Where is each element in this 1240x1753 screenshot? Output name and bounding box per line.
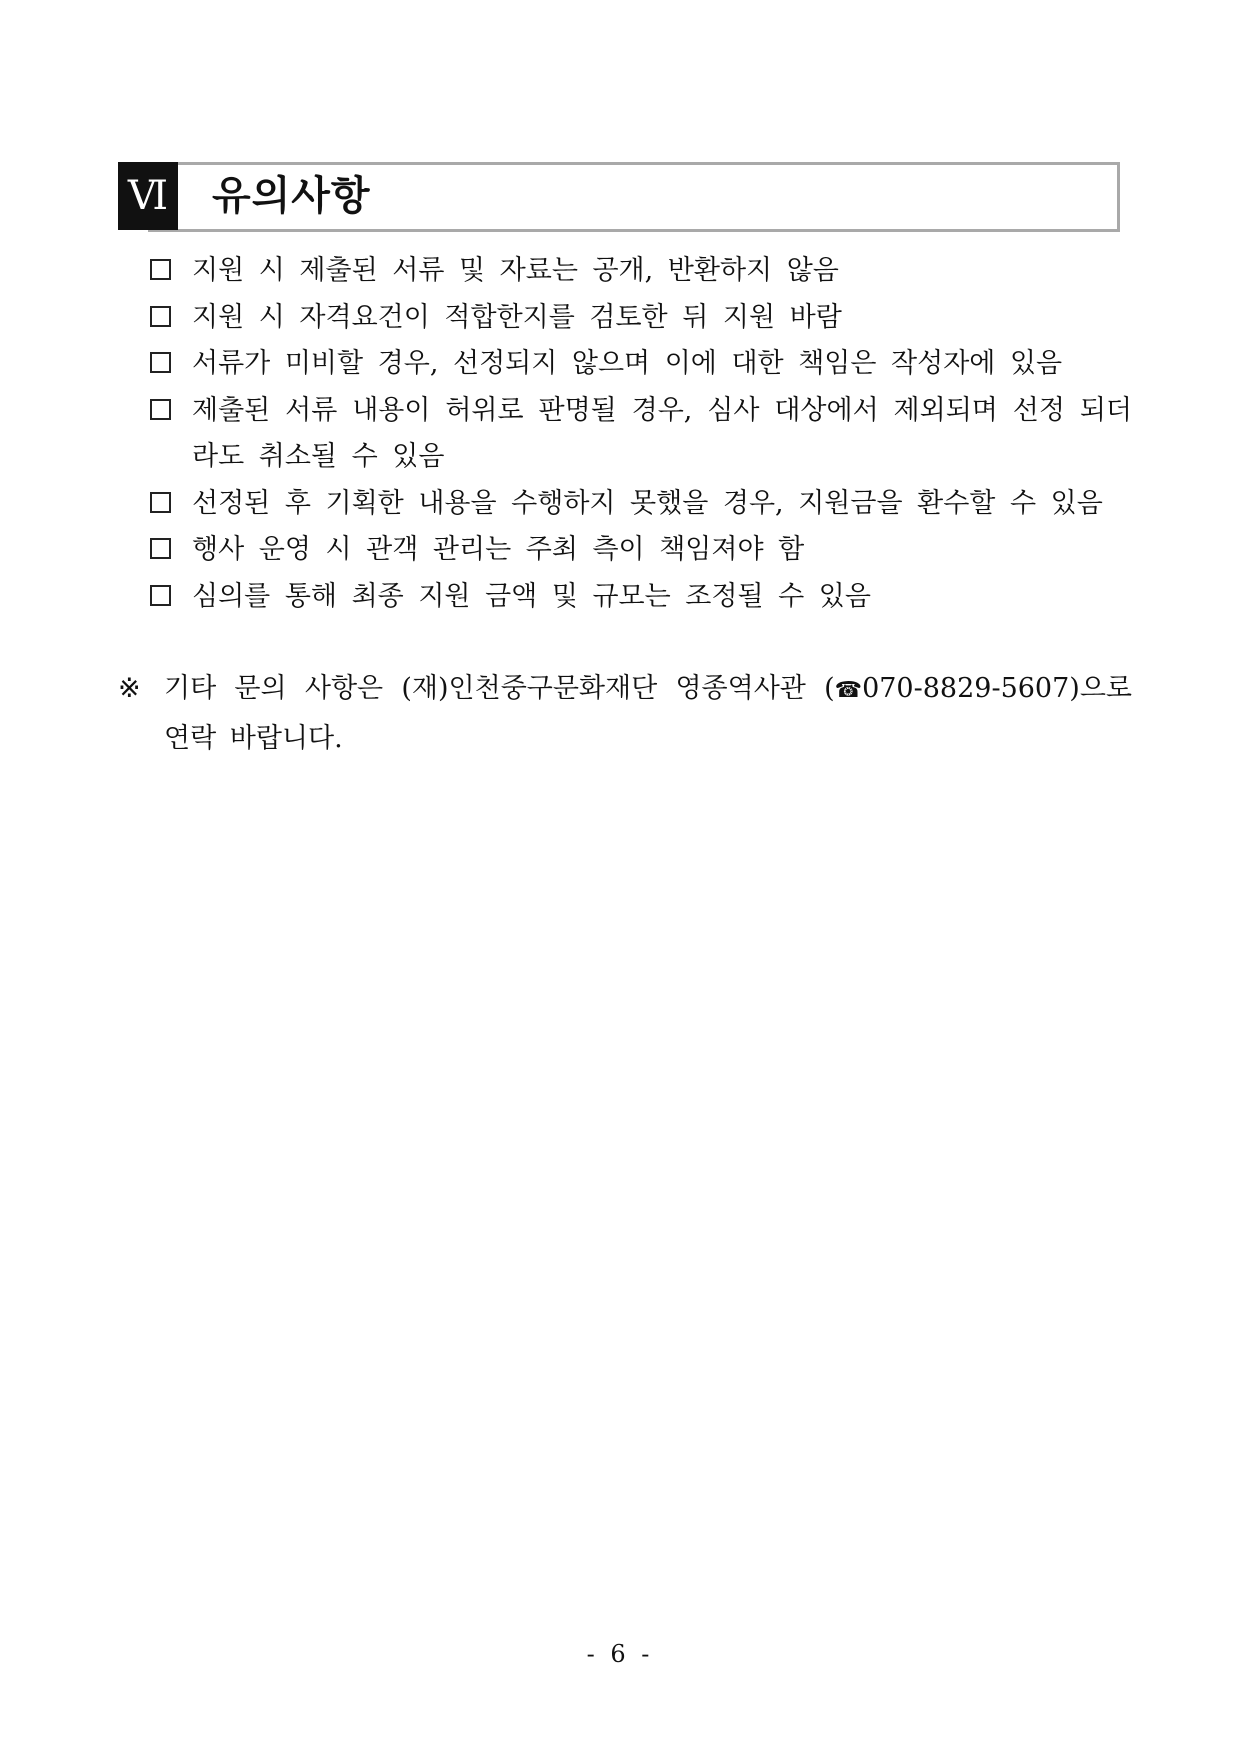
- list-item: [148, 295, 1132, 342]
- note-text-after: )으로 연락 바랍니다.: [164, 673, 1132, 754]
- list-item-text: 서류가 미비할 경우, 선정되지 않으며 이에 대한 책임은 작성자에 있음: [192, 348, 1063, 379]
- list-item: [148, 527, 1132, 574]
- list-item-text: 지원 시 제출된 서류 및 자료는 공개, 반환하지 않음: [192, 255, 839, 286]
- telephone-icon: ☎: [834, 678, 863, 703]
- note-text-before: 기타 문의 사항은 (재)인천중구문화재단 영종역사관 (: [164, 673, 835, 704]
- phone-number: 070-8829-5607: [862, 673, 1070, 704]
- list-item: [148, 248, 1132, 295]
- checkbox-icon: [150, 399, 171, 420]
- list-item: [148, 341, 1132, 388]
- contact-note: [118, 665, 1132, 763]
- list-item-text: 심의를 통해 최종 지원 금액 및 규모는 조정될 수 있음: [192, 580, 871, 612]
- reference-mark: ※: [118, 673, 141, 704]
- page-number: - 6 -: [586, 1640, 654, 1668]
- section-number: Ⅵ: [118, 162, 178, 230]
- checkbox-icon: [150, 492, 171, 513]
- checkbox-icon: [150, 585, 171, 606]
- checkbox-icon: [150, 352, 171, 373]
- section-header: [118, 162, 1126, 238]
- checkbox-icon: [150, 306, 171, 327]
- section-title: 유의사항: [212, 173, 371, 219]
- list-item: [148, 388, 1132, 481]
- checkbox-icon: [150, 259, 171, 280]
- notice-list: [148, 248, 1132, 620]
- list-item-text: 행사 운영 시 관객 관리는 주최 측이 책임져야 함: [192, 534, 805, 565]
- list-item: [148, 481, 1132, 528]
- list-item-text: 선정된 후 기획한 내용을 수행하지 못했을 경우, 지원금을 환수할 수 있음: [192, 487, 1103, 519]
- list-item-text: 지원 시 자격요건이 적합한지를 검토한 뒤 지원 바람: [192, 301, 842, 333]
- checkbox-icon: [150, 538, 171, 559]
- list-item: [148, 574, 1132, 621]
- list-item-text: 제출된 서류 내용이 허위로 판명될 경우, 심사 대상에서 제외되며 선정 되더라도 취소될 수 있음: [192, 394, 1132, 472]
